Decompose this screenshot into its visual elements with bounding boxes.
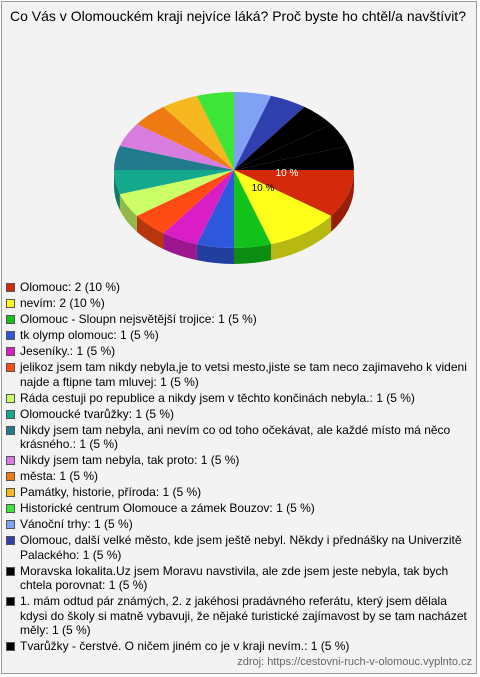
legend-swatch [6, 363, 15, 372]
legend-item [6, 533, 470, 562]
pie-slice-label: 10 % [251, 183, 275, 194]
legend-label: jelikoz jsem tam nikdy nebyla,je to vetsi mesto,jiste se tam neco zajimaveho k videni najde a ftipne tam mluvej: 1 (5 %) [20, 360, 467, 389]
legend-label: Památky, historie, příroda: 1 (5 %) [20, 485, 202, 499]
legend-item [6, 312, 470, 327]
chart-legend [6, 280, 470, 655]
legend-swatch [6, 283, 15, 292]
legend-item [6, 453, 470, 468]
legend-label: tk olymp olomouc: 1 (5 %) [20, 328, 159, 342]
legend-label: Ráda cestuji po republice a nikdy jsem v těchto končinách nebyla.: 1 (5 %) [20, 390, 415, 405]
legend-item [6, 469, 470, 484]
legend-swatch [6, 567, 15, 576]
legend-swatch [6, 488, 15, 497]
source-credit: zdroj: https://cestovni-ruch-v-olomouc.vyplnto.cz [237, 656, 472, 668]
legend-swatch [6, 456, 15, 465]
pie-slice-label: 10 % [275, 168, 299, 179]
legend-label: města: 1 (5 %) [20, 469, 99, 483]
legend-label: Vánoční trhy: 1 (5 %) [20, 517, 133, 531]
legend-item [6, 639, 470, 654]
legend-swatch [6, 520, 15, 529]
pie-top-faces [114, 92, 354, 248]
legend-swatch [6, 597, 15, 606]
legend-item [6, 501, 470, 516]
legend-label: 1. mám odtud pár známých, 2. z jakéhosi pradávného referátu, který jsem dělala kdysi do školy si matně vybavuji, že nějaké turistické zajímavost by se tam nacházet měly: 1 (5 %) [20, 594, 467, 637]
legend-item [6, 280, 470, 295]
legend-label: Nikdy jsem tam nebyla, ani nevím co od toho očekávat, ale každé místo má něco krásného.: 1 (5 %) [20, 422, 451, 451]
legend-label: Historické centrum Olomouce a zámek Bouzov: 1 (5 %) [20, 501, 315, 515]
legend-label: Moravska lokalita.Uz jsem Moravu navstivila, ale zde jsem jeste nebyla, tak bych chtela porovnat: 1 (5 %) [20, 563, 449, 592]
legend-item [6, 485, 470, 500]
legend-item [6, 360, 470, 389]
legend-label: Jeseníky.: 1 (5 %) [20, 344, 116, 358]
legend-item [6, 296, 470, 311]
legend-item [6, 407, 470, 422]
legend-swatch [6, 536, 15, 545]
legend-swatch [6, 410, 15, 419]
legend-swatch [6, 642, 15, 651]
legend-label: Olomoucké tvarůžky: 1 (5 %) [20, 406, 175, 421]
legend-item [6, 517, 470, 532]
legend-swatch [6, 347, 15, 356]
legend-swatch [6, 299, 15, 308]
legend-item [6, 564, 470, 593]
legend-swatch [6, 394, 15, 403]
pie-chart [0, 0, 480, 280]
legend-item [6, 328, 470, 343]
legend-swatch [6, 504, 15, 513]
legend-item [6, 594, 470, 638]
legend-swatch [6, 315, 15, 324]
chart-title: Co Vás v Olomouckém kraji nejvíce láká? Proč byste ho chtěl/a navštívit? [10, 8, 466, 24]
legend-label: Olomouc: 2 (10 %) [20, 280, 121, 294]
legend-swatch [6, 472, 15, 481]
legend-item [6, 391, 470, 406]
legend-label: nevím: 2 (10 %) [20, 296, 105, 310]
legend-swatch [6, 426, 15, 435]
legend-swatch [6, 331, 15, 340]
legend-label: Tvarůžky - čerstvé. O ničem jiném co je v kraji nevím.: 1 (5 %) [20, 639, 350, 653]
legend-label: Olomouc - Sloupn nejsvětější trojice: 1 (5 %) [20, 312, 257, 326]
legend-label: Nikdy jsem tam nebyla, tak proto: 1 (5 %) [20, 453, 240, 467]
legend-item [6, 344, 470, 359]
legend-label: Olomouc, další velké město, kde jsem ještě nebyl. Někdy i přednášky na Univerzitě Palackého: 1 (5 %) [20, 533, 462, 562]
legend-item [6, 423, 470, 452]
